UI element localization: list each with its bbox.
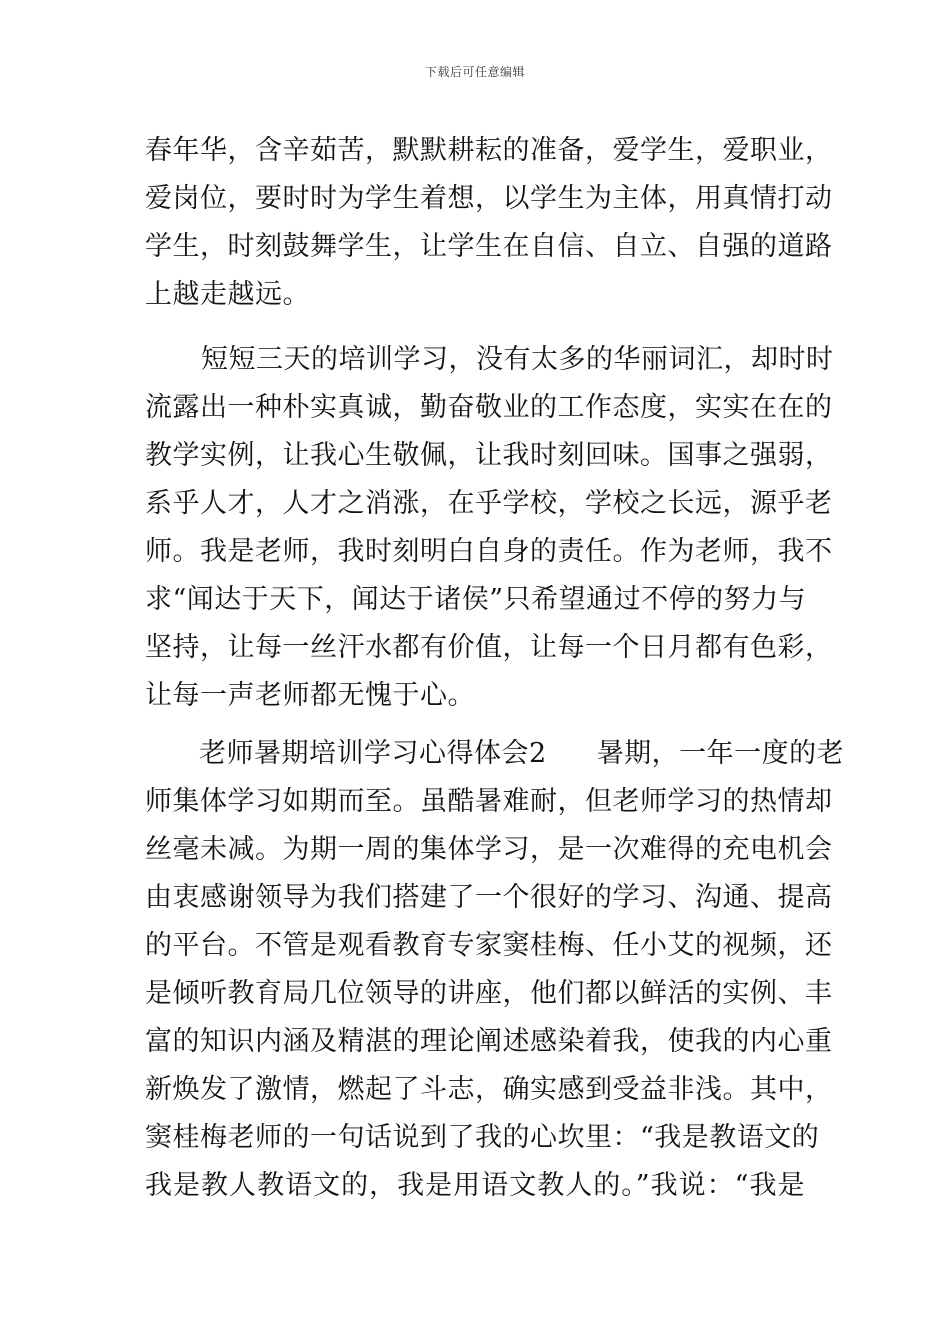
text-line: 短短三天的培训学习，没有太多的华丽词汇，却时时: [201, 344, 834, 375]
text-line: 的平台。不管是观看教育专家窦桂梅、任小艾的视频，还: [145, 930, 833, 961]
page-header-note: 下载后可任意编辑: [424, 65, 525, 79]
text-line: 学生，时刻鼓舞学生，让学生在自信、自立、自强的道路: [145, 231, 833, 262]
text-line: 师集体学习如期而至。虽酷暑难耐，但老师学习的热情却: [145, 786, 833, 817]
text-line: 窦桂梅老师的一句话说到了我的心坎里：“我是教语文的: [145, 1122, 820, 1153]
text-fragment: 暑期，一年一度的老: [596, 738, 845, 769]
text-line: 坚持，让每一丝汗水都有价值，让每一个日月都有色彩，: [145, 632, 833, 663]
text-line: 教学实例，让我心生敬佩，让我时刻回味。国事之强弱，: [145, 440, 833, 471]
text-line: 师。我是老师，我时刻明白自身的责任。作为老师，我不: [145, 536, 833, 567]
text-line: 系乎人才，人才之消涨，在乎学校，学校之长远，源乎老: [145, 488, 833, 519]
paragraph-3: [145, 730, 845, 1210]
text-line-with-title: [145, 730, 845, 778]
section-title: 老师暑期培训学习心得体会2: [199, 738, 547, 769]
text-line: 由衷感谢领导为我们搭建了一个很好的学习、沟通、提高: [145, 882, 833, 913]
text-line: 春年华，含辛茹苦，默默耕耘的准备，爱学生，爱职业，: [145, 135, 833, 166]
text-line: 新焕发了激情，燃起了斗志，确实感到受益非浅。其中，: [145, 1074, 833, 1105]
text-line: 上越走越远。: [145, 279, 310, 310]
document-body: [145, 127, 845, 1210]
text-line: 是倾听教育局几位领导的讲座，他们都以鲜活的实例、丰: [145, 978, 833, 1009]
paragraph-2: [145, 336, 834, 720]
text-line: 让每一声老师都无愧于心。: [145, 680, 475, 711]
text-line: 求“闻达于天下，闻达于诸侯”只希望通过不停的努力与: [145, 584, 807, 615]
text-line: 爱岗位，要时时为学生着想，以学生为主体，用真情打动: [145, 183, 833, 214]
text-line: 我是教人教语文的，我是用语文教人的。”我说：“我是: [145, 1170, 805, 1201]
paragraph-1: [145, 127, 833, 319]
text-line: 流露出一种朴实真诚，勤奋敬业的工作态度，实实在在的: [145, 392, 833, 423]
text-line: 富的知识内涵及精湛的理论阐述感染着我，使我的内心重: [145, 1026, 833, 1057]
text-line: 丝毫未减。为期一周的集体学习，是一次难得的充电机会: [145, 834, 833, 865]
